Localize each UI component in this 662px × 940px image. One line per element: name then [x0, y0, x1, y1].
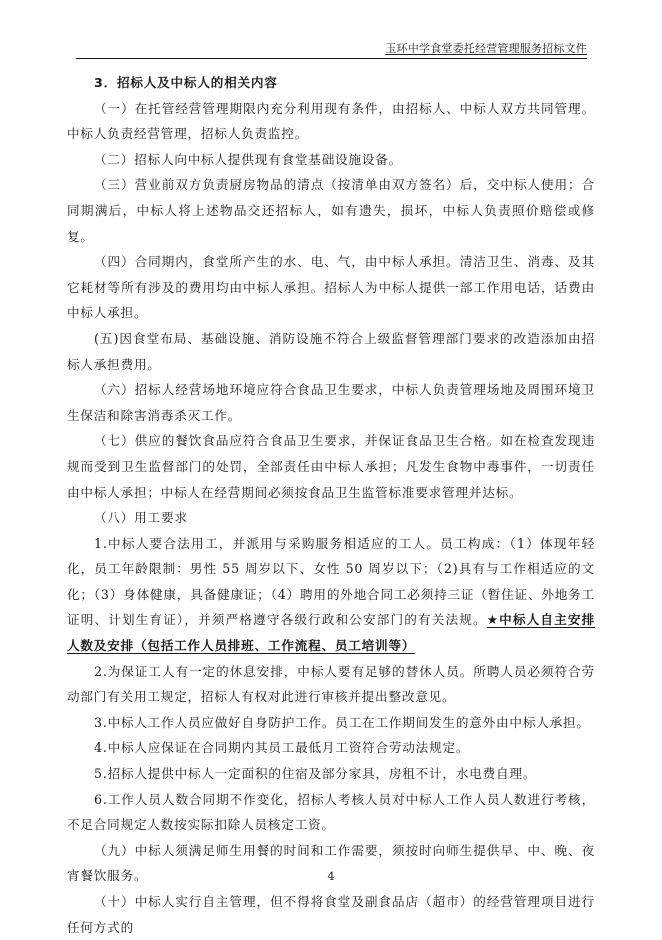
paragraph-1: （一）在托管经营管理期限内充分利用现有条件，由招标人、中标人双方共同管理。中标人负责经营管理，招标人负责监控。: [67, 100, 595, 142]
employment-item-1-emphasis: ★中标人自主安排人数及安排（包括工作人员排班、工作流程、员工培训等）: [67, 612, 595, 654]
section-heading: 3．招标人及中标人的相关内容: [94, 75, 278, 90]
employment-item-5: 5.招标人提供中标人一定面积的住宿及部分家具，房租不计，水电费自理。: [94, 766, 537, 782]
employment-item-1-text: 1.中标人要合法用工，并派用与采购服务相适应的工人。员工构成：（1）体现年轻化，员工年龄限制：男性 55 周岁以下、女性 50 周岁以下；（2)具有与工作相适应的文化；（3）身体健康，具备健康证；（4）聘用的外地合同工必须持三证（暂住证、外地务工证明、计划生育证），并须严格遵守各级行政和公安部门的有关法规。: [67, 535, 595, 628]
employment-item-1: [67, 531, 595, 659]
paragraph-5: (五)因食堂布局、基础设施、消防设施不符合上级监督管理部门要求的改造添加由招标人承担费用。: [67, 330, 595, 372]
paragraph-6: （六）招标人经营场地环境应符合食品卫生要求，中标人负责管理场地及周围环境卫生保洁和除害消毒杀灭工作。: [67, 382, 595, 423]
employment-item-2: 2.为保证工人有一定的休息安排，中标人要有足够的替休人员。所聘人员必须符合劳动部门有关用工规定，招标人有权对此进行审核并提出整改意见。: [67, 663, 595, 705]
paragraph-8-heading: （八）用工要求: [94, 510, 188, 526]
employment-item-4: 4.中标人应保证在合同期内其员工最低月工资符合劳动法规定。: [94, 740, 470, 756]
paragraph-2: （二）招标人向中标人提供现有食堂基础设施设备。: [94, 151, 403, 167]
document-body: [67, 70, 595, 940]
employment-item-6: 6.工作人员人数合同期不作变化，招标人考核人员对中标人工作人员人数进行考核，不足合同规定人数按实际扣除人员核定工资。: [67, 791, 595, 833]
paragraph-4: （四）合同期内，食堂所产生的水、电、气，由中标人承担。清洁卫生、消毒、及其它耗材等所有涉及的费用均由中标人承担。招标人为中标人提供一部工作用电话，话费由中标人承担。: [67, 254, 595, 321]
employment-item-3: 3.中标人工作人员应做好自身防护工作。员工在工作期间发生的意外由中标人承担。: [94, 714, 590, 730]
paragraph-9: （九）中标人须满足师生用餐的时间和工作需要，须按时向师生提供早、中、晚、夜宵餐饮服务。: [67, 842, 595, 884]
paragraph-7: （七）供应的餐饮食品应符合食品卫生要求，并保证食品卫生合格。如在检查发现违规而受到卫生监督部门的处罚，全部责任由中标人承担；凡发生食物中毒事件，一切责任由中标人承担；中标人在经营期间必须按食品卫生监管标准要求管理并达标。: [67, 433, 595, 500]
paragraph-3: （三）营业前双方负责厨房物品的清点（按清单由双方签名）后，交中标人使用；合同期满后，中标人将上述物品交还招标人，如有遗失，损坏，中标人负责照价赔偿或修复。: [67, 177, 595, 244]
paragraph-10: （十）中标人实行自主管理，但不得将食堂及副食品店（超市）的经营管理项目进行任何方式的: [67, 894, 595, 935]
page-number: 4: [327, 870, 335, 883]
header-title: 玉环中学食堂委托经营管理服务招标文件: [385, 42, 587, 55]
page-header: [76, 38, 587, 59]
